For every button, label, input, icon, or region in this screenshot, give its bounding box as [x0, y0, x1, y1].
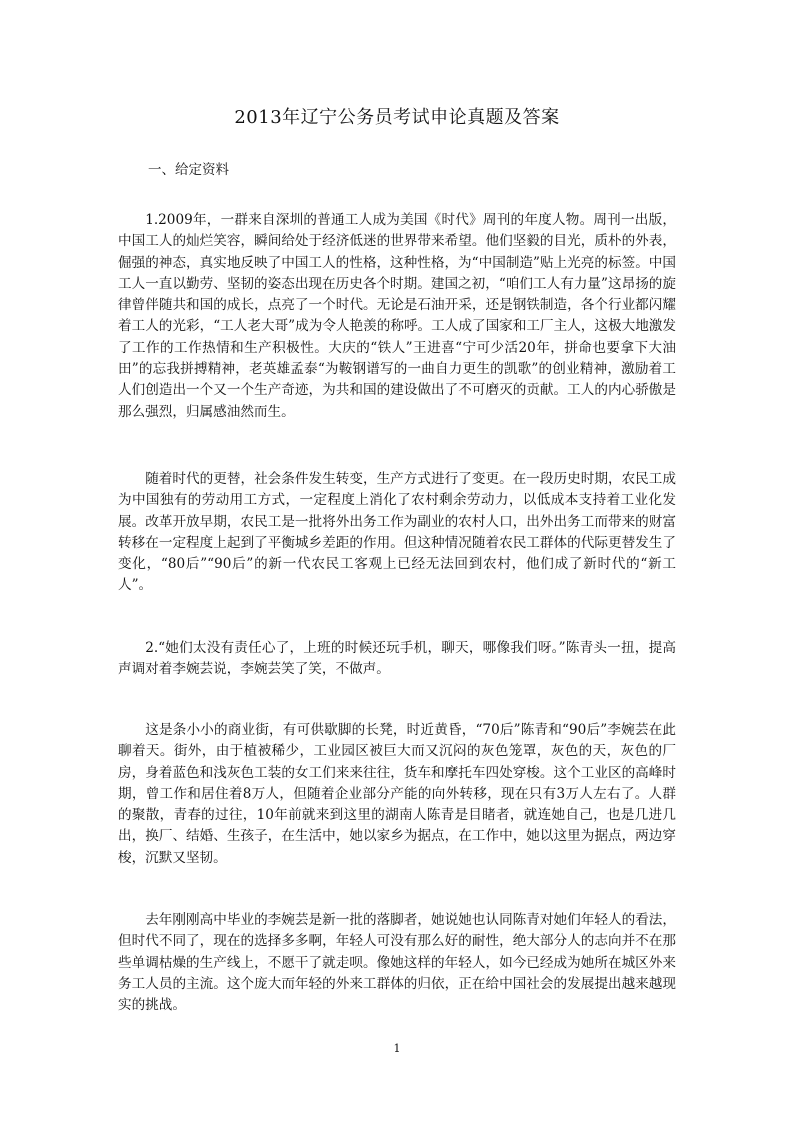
page-number: 1 [393, 1042, 401, 1055]
paragraph-4: 这是条小小的商业街，有可供歇脚的长凳，时近黄昏，“70后”陈青和“90后”李婉芸在此聊着天。街外，由于植被稀少，工业园区被巨大而又沉闷的灰色笼罩，灰色的天，灰色的厂房，身着蓝色和浅灰色工装的女工们来来往往，货车和摩托车四处穿梭。这个工业区的高峰时期，曾工作和居住着8万人，但随着企业部分产能的向外转移，现在只有3万人左右了。人群的聚散，青春的过往，10年前就来到这里的湖南人陈青是目睹者，就连她自己，也是几进几出，换厂、结婚、生孩子，在生活中，她以家乡为据点，在工作中，她以这里为据点，两边穿梭，沉默又坚韧。 [118, 722, 676, 866]
section-heading: 一、给定资料 [148, 162, 229, 178]
paragraph-1: 1.2009年，一群来自深圳的普通工人成为美国《时代》周刊的年度人物。周刊一出版，中国工人的灿烂笑容，瞬间给处于经济低迷的世界带来希望。他们坚毅的目光，质朴的外表，倔强的神态，真实地反映了中国工人的性格，这种性格，为“中国制造”贴上光亮的标签。中国工人一直以勤劳、坚韧的姿态出现在历史各个时期。建国之初，“咱们工人有力量”这昂扬的旋律曾伴随共和国的成长，点亮了一个时代。无论是石油开采，还是钢铁制造，各个行业都闪耀着工人的光彩，“工人老大哥”成为令人艳羡的称呼。工人成了国家和工厂主人，这极大地激发了工作的工作热情和生产积极性。大庆的“铁人”王进喜“宁可少活20年，拼命也要拿下大油田”的忘我拼搏精神，老英雄孟泰“为鞍钢谱写的一曲自力更生的凯歌”的创业精神，激励着工人们创造出一个又一个生产奇迹，为共和国的建设做出了不可磨灭的贡献。工人的内心骄傲是那么强烈，归属感油然而生。 [118, 212, 676, 420]
document-title: 2013年辽宁公务员考试申论真题及答案 [234, 107, 560, 128]
paragraph-5: 去年刚刚高中毕业的李婉芸是新一批的落脚者，她说她也认同陈青对她们年轻人的看法，但时代不同了，现在的选择多多啊，年轻人可没有那么好的耐性，绝大部分人的志向并不在那些单调枯燥的生产线上，不愿干了就走呗。像她这样的年轻人，如今已经成为她所在城区外来务工人员的主流。这个庞大而年轻的外来工群体的归依，正在给中国社会的发展提出越来越现实的挑战。 [118, 912, 676, 1014]
paragraph-3: 2.“她们太没有责任心了，上班的时候还玩手机，聊天，哪像我们呀。”陈青头一扭，提高声调对着李婉芸说，李婉芸笑了笑，不做声。 [118, 640, 676, 678]
paragraph-2: 随着时代的更替，社会条件发生转变，生产方式进行了变更。在一段历史时期，农民工成为中国独有的劳动用工方式，一定程度上消化了农村剩余劳动力，以低成本支持着工业化发展。改革开放早期，农民工是一批将外出务工作为副业的农村人口，出外出务工而带来的财富转移在一定程度上起到了平衡城乡差距的作用。但这种情况随着农民工群体的代际更替发生了变化，“80后”“90后”的新一代农民工客观上已经无法回到农村，他们成了新时代的“新工人”。 [118, 471, 676, 594]
